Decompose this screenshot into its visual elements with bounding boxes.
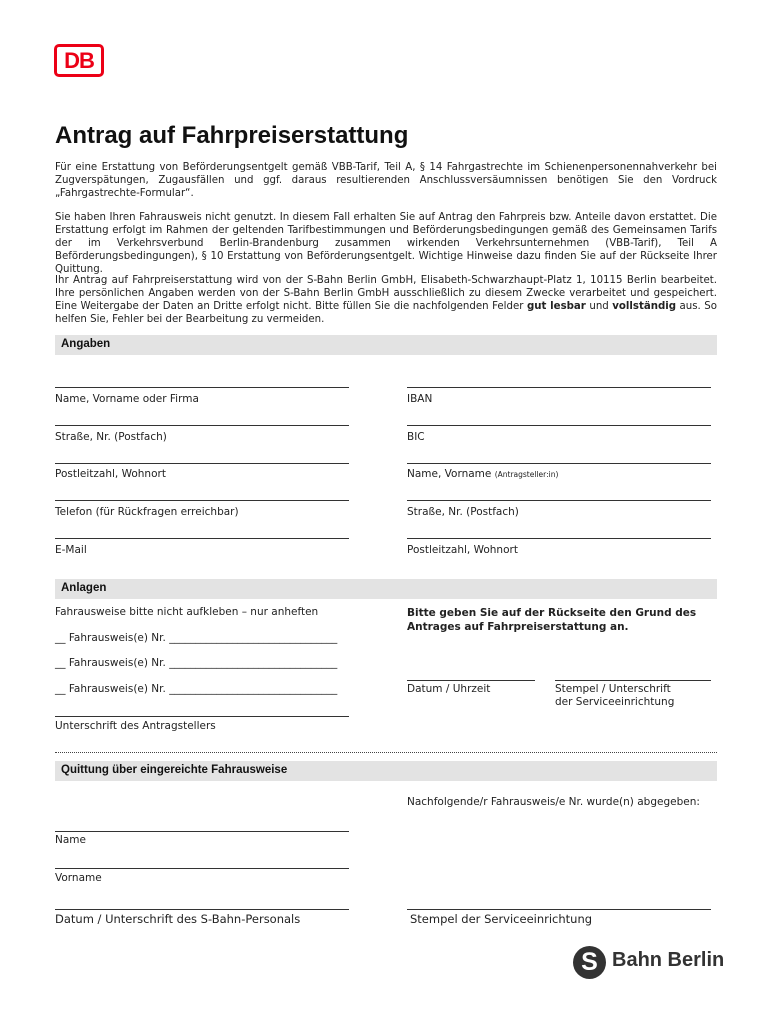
sbahn-brand: Bahn Berlin xyxy=(612,949,725,971)
db-logo: DB xyxy=(54,44,104,77)
field-line[interactable] xyxy=(55,538,349,539)
field-label: Postleitzahl, Wohnort xyxy=(407,544,518,556)
staff-sign-line[interactable] xyxy=(55,909,349,910)
staff-sign-label: Datum / Unterschrift des S-Bahn-Personals xyxy=(55,912,301,926)
vorname-label: Vorname xyxy=(55,872,102,884)
intro-paragraph-3: Ihr Antrag auf Fahrpreiserstattung wird von der S-Bahn Berlin GmbH, Elisabeth-Schwarzhaupt-Platz 1, 10115 Berlin bearbeitet. Ihre persönlichen Angaben werden von der S-Bahn Berlin GmbH ausschließlich zu diesem Zwecke verarbeitet und gespeichert. Eine Weitergabe der Daten an Dritte erfolgt nicht. Bitte füllen Sie die nachfolgenden Felder gut lesbar und vollständig aus. So helfen Sie, Fehler bei der Bearbeitung zu vermeiden. xyxy=(55,275,718,325)
field-label: Name, Vorname oder Firma xyxy=(55,393,199,405)
field-line[interactable] xyxy=(55,387,349,388)
quittung-note: Nachfolgende/r Fahrausweis/e Nr. wurde(n) abgegeben: xyxy=(407,796,700,808)
service-stamp-line[interactable] xyxy=(407,909,711,910)
field-label: Name, Vorname (Antragsteller:in) xyxy=(407,468,559,480)
angaben-header: Angaben xyxy=(55,335,717,355)
stamp-label-2: der Serviceeinrichtung xyxy=(555,696,675,708)
field-label: Straße, Nr. (Postfach) xyxy=(407,506,519,518)
signature-line[interactable] xyxy=(55,716,349,717)
field-line[interactable] xyxy=(407,387,711,388)
anlagen-header: Anlagen xyxy=(55,579,717,599)
field-line[interactable] xyxy=(407,500,711,501)
field-line[interactable] xyxy=(55,500,349,501)
name-label: Name xyxy=(55,834,86,846)
ticket-number-field[interactable]: __ Fahrausweis(e) Nr. ________________________________ xyxy=(55,632,338,644)
field-line[interactable] xyxy=(55,425,349,426)
ticket-number-field[interactable]: __ Fahrausweis(e) Nr. ________________________________ xyxy=(55,683,338,695)
field-note: (Antragsteller:in) xyxy=(494,470,559,479)
date-label: Datum / Uhrzeit xyxy=(407,683,491,695)
name-line[interactable] xyxy=(55,831,349,832)
field-label: Straße, Nr. (Postfach) xyxy=(55,431,167,443)
field-line[interactable] xyxy=(55,463,349,464)
reason-note: Bitte geben Sie auf der Rückseite den Grund des Antrages auf Fahrpreiserstattung an. xyxy=(407,607,697,633)
cut-line xyxy=(55,752,717,753)
field-line[interactable] xyxy=(407,425,711,426)
stamp-label: Stempel / Unterschrift xyxy=(555,683,671,695)
ticket-number-field[interactable]: __ Fahrausweis(e) Nr. ________________________________ xyxy=(55,657,338,669)
service-stamp-label: Stempel der Serviceeinrichtung xyxy=(410,912,593,926)
page-title: Antrag auf Fahrpreiserstattung xyxy=(55,122,409,149)
field-label: E-Mail xyxy=(55,544,87,556)
field-label: Telefon (für Rückfragen erreichbar) xyxy=(55,506,239,518)
field-label: BIC xyxy=(407,431,425,443)
vorname-line[interactable] xyxy=(55,868,349,869)
date-line[interactable] xyxy=(407,680,535,681)
field-label: Postleitzahl, Wohnort xyxy=(55,468,166,480)
signature-label: Unterschrift des Antragstellers xyxy=(55,720,216,732)
intro-paragraph-1: Für eine Erstattung von Beförderungsentgelt gemäß VBB-Tarif, Teil A, § 14 Fahrgastrechte im Schienenpersonennahverkehr bei Zugverspätungen, Zugausfällen und ggf. daraus resultierenden Anschlussversäumnissen benötigen Sie den Vordruck „Fahrgastrechte-Formular“. xyxy=(55,162,717,199)
intro-paragraph-2: Sie haben Ihren Fahrausweis nicht genutzt. In diesem Fall erhalten Sie auf Antrag den Fahrpreis bzw. Anteile davon erstattet. Die Erstattung erfolgt im Rahmen der geltenden Tarifbestimmungen und Beförderungsbedingungen gemäß des Gemeinsamen Tarifs der im Verkehrsverbund Berlin-Brandenburg zusammen wirkenden Verkehrsunternehmen (VBB-Tarif), Teil A Beförderungsbedingungen), § 10 Erstattung von Beförderungsentgelt. Wichtige Hinweise dazu finden Sie auf der Rückseite Ihrer Quittung. xyxy=(55,212,717,275)
stamp-line[interactable] xyxy=(555,680,711,681)
field-line[interactable] xyxy=(407,538,711,539)
anlagen-hint: Fahrausweise bitte nicht aufkleben – nur anheften xyxy=(55,606,319,618)
field-line[interactable] xyxy=(407,463,711,464)
sbahn-logo-icon: S xyxy=(573,946,606,979)
quittung-header: Quittung über eingereichte Fahrausweise xyxy=(55,761,717,781)
field-label: IBAN xyxy=(407,393,433,405)
